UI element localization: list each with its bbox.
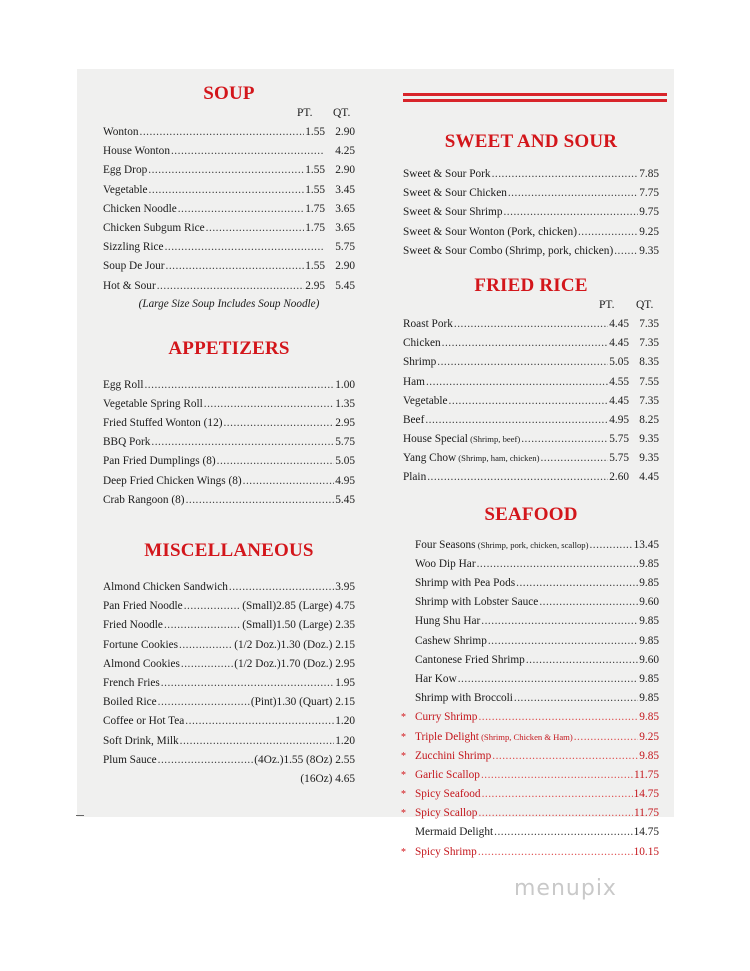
item-price: 11.75 xyxy=(634,807,659,820)
dot-leader xyxy=(158,693,250,712)
list-item xyxy=(415,632,659,651)
item-name: Sizzling Rice xyxy=(103,241,164,254)
item-name: Shrimp with Lobster Sauce xyxy=(415,596,539,609)
item-price-pint: 1.75 xyxy=(305,202,325,215)
list-item xyxy=(415,574,659,593)
item-name: Plain xyxy=(403,471,427,484)
item-price: 9.60 xyxy=(639,653,659,666)
item-name: Sweet & Sour Combo (Shrimp, pork, chicken) xyxy=(403,244,614,257)
item-name: Mermaid Delight xyxy=(415,826,494,839)
item-price: 9.25 xyxy=(639,730,659,743)
item-name: Chicken Subgum Rice xyxy=(103,221,205,234)
item-price-quart: 3.65 xyxy=(335,202,355,215)
dot-leader xyxy=(478,843,633,862)
dot-leader xyxy=(148,161,304,180)
fried-rice-pt-header: PT. xyxy=(599,298,615,311)
dot-leader xyxy=(478,804,633,823)
dot-leader xyxy=(140,123,305,142)
item-price: 1.20 xyxy=(335,734,355,747)
dot-leader xyxy=(458,670,638,689)
fried-rice-column-headers xyxy=(403,299,659,315)
dot-leader xyxy=(166,257,305,276)
dot-leader xyxy=(442,334,609,353)
item-name: Cashew Shrimp xyxy=(415,634,487,647)
list-item xyxy=(403,411,659,430)
dot-leader xyxy=(574,728,638,747)
dot-leader xyxy=(178,200,304,219)
list-item xyxy=(103,597,355,616)
item-name: Yang Chow xyxy=(403,452,457,465)
spicy-marker-icon: * xyxy=(401,808,406,820)
dot-leader xyxy=(171,142,324,161)
item-size-prices: (1/2 Doz.)1.70 (Doz.) xyxy=(234,657,336,670)
item-name: Almond Chicken Sandwich xyxy=(103,581,228,593)
item-price-quart: 4.45 xyxy=(639,471,659,484)
list-item xyxy=(403,223,659,242)
seafood-title: SEAFOOD xyxy=(484,503,578,525)
item-price: 9.85 xyxy=(639,692,659,705)
dot-leader xyxy=(427,468,608,487)
list-item xyxy=(103,376,355,395)
dot-leader xyxy=(614,242,638,261)
item-price: 9.85 xyxy=(639,615,659,628)
item-price: 9.85 xyxy=(639,634,659,647)
dot-leader xyxy=(478,708,638,727)
item-price: 11.75 xyxy=(634,768,659,781)
list-item xyxy=(401,708,659,727)
item-price-quart: 7.55 xyxy=(639,375,659,388)
item-name: Sweet & Sour Chicken xyxy=(403,187,507,200)
item-name: House Wonton xyxy=(103,145,170,158)
dot-leader xyxy=(144,376,334,395)
dot-leader xyxy=(243,472,335,491)
dot-leader xyxy=(481,766,633,785)
dot-leader xyxy=(180,732,335,751)
dot-leader xyxy=(229,578,334,597)
item-price-pint: 1.55 xyxy=(305,126,325,138)
spicy-marker-icon: * xyxy=(401,712,406,724)
list-item xyxy=(103,123,355,142)
list-item xyxy=(103,277,355,296)
item-name: Fried Stuffed Wonton (12) xyxy=(103,417,223,430)
item-name: Cantonese Fried Shrimp xyxy=(415,653,525,666)
list-item xyxy=(401,804,659,823)
dot-leader xyxy=(516,574,638,593)
list-item xyxy=(103,472,355,491)
list-item xyxy=(415,689,659,708)
item-name: Plum Sauce xyxy=(103,753,157,766)
item-size-prices: (4Oz.)1.55 (8Oz) xyxy=(254,753,336,766)
list-item xyxy=(401,747,659,766)
item-price-pint: 2.95 xyxy=(305,279,325,292)
sweet-and-sour-list xyxy=(403,165,659,261)
miscellaneous-title: MISCELLANEOUS xyxy=(144,540,314,561)
item-name: Zucchini Shrimp xyxy=(415,749,492,762)
item-name: Boiled Rice xyxy=(103,696,157,709)
list-item xyxy=(403,165,659,184)
item-price: 1.00 xyxy=(335,378,355,391)
dot-leader xyxy=(426,373,608,392)
item-price-quart: 2.90 xyxy=(335,126,355,138)
item-price: 2.95 xyxy=(335,657,355,670)
dot-leader xyxy=(204,395,334,414)
item-price-pint: 5.05 xyxy=(609,356,629,369)
dot-leader xyxy=(454,315,608,334)
item-name: Sweet & Sour Shrimp xyxy=(403,206,503,219)
miscellaneous-list xyxy=(103,578,355,770)
left-column xyxy=(103,69,355,789)
soup-title: SOUP xyxy=(203,83,255,104)
item-price-pint: 5.75 xyxy=(609,452,629,465)
dot-leader xyxy=(477,555,639,574)
item-price: 9.85 xyxy=(639,749,659,762)
dot-leader xyxy=(223,414,334,433)
dot-leader xyxy=(481,612,638,631)
fried-rice-title: FRIED RICE xyxy=(474,274,588,296)
plum-sauce-16oz-price: (16Oz) 4.65 xyxy=(300,772,355,785)
item-size-prices: (Small)2.85 (Large) xyxy=(242,600,336,613)
list-item xyxy=(103,414,355,433)
item-price: 13.45 xyxy=(633,538,659,551)
sweet-and-sour-title: SWEET AND SOUR xyxy=(444,131,618,152)
dot-leader xyxy=(578,223,638,242)
item-name: Egg Drop xyxy=(103,164,148,177)
item-price-quart: 2.90 xyxy=(335,164,355,177)
soup-list xyxy=(103,123,355,296)
item-price-quart: 5.45 xyxy=(335,279,355,292)
item-price-pint: 4.95 xyxy=(609,413,629,426)
item-price-pint: 4.55 xyxy=(609,375,629,388)
item-price-pint: 5.75 xyxy=(609,433,629,446)
item-name: Crab Rangoon (8) xyxy=(103,493,185,506)
seafood-list xyxy=(401,536,659,862)
list-item xyxy=(403,353,659,372)
item-price-pint: 1.55 xyxy=(305,260,325,273)
list-item xyxy=(103,219,355,238)
item-price: 9.85 xyxy=(639,557,659,570)
item-name: Four Seasons xyxy=(415,538,476,551)
item-name: Wonton xyxy=(103,126,139,138)
spicy-marker-icon: * xyxy=(401,769,406,781)
dot-leader xyxy=(540,449,608,468)
dot-leader xyxy=(449,392,609,411)
list-item xyxy=(103,693,355,712)
item-price: 2.55 xyxy=(335,753,355,766)
list-item xyxy=(103,181,355,200)
item-price-pint: 1.55 xyxy=(305,164,325,177)
item-name: BBQ Pork xyxy=(103,436,151,449)
dot-leader xyxy=(217,452,335,471)
item-name: Vegetable Spring Roll xyxy=(103,397,203,410)
dot-leader xyxy=(526,651,638,670)
item-price: 9.75 xyxy=(639,206,659,219)
list-item xyxy=(103,616,355,635)
list-item xyxy=(103,395,355,414)
list-item xyxy=(103,452,355,471)
dot-leader xyxy=(488,632,638,651)
item-name: Ham xyxy=(403,375,425,388)
list-item xyxy=(403,315,659,334)
item-price: 2.15 xyxy=(335,696,355,709)
dot-leader xyxy=(179,636,233,655)
list-item xyxy=(103,655,355,674)
item-price: 7.85 xyxy=(639,168,659,180)
item-name: Pan Fried Dumplings (8) xyxy=(103,455,216,468)
soup-pt-header: PT. xyxy=(297,107,313,119)
item-price: 3.95 xyxy=(335,581,355,593)
item-price-pint: 2.60 xyxy=(609,471,629,484)
appetizers-title: APPETIZERS xyxy=(168,337,290,359)
item-price: 14.75 xyxy=(633,788,659,801)
dot-leader xyxy=(206,219,305,238)
list-item xyxy=(401,766,659,785)
spicy-marker-icon: * xyxy=(401,846,406,858)
dot-leader xyxy=(539,593,638,612)
item-name: Har Kow xyxy=(415,672,457,685)
list-item xyxy=(403,184,659,203)
item-name: Fortune Cookies xyxy=(103,638,178,651)
item-name: Woo Dip Har xyxy=(415,557,476,570)
soup-column-headers xyxy=(103,107,355,123)
item-name: Spicy Shrimp xyxy=(415,845,477,858)
item-name: Vegetable xyxy=(403,394,448,407)
dot-leader xyxy=(494,823,632,842)
item-price: 2.35 xyxy=(335,619,355,632)
item-name: Spicy Seafood xyxy=(415,788,481,801)
item-name: Hot & Sour xyxy=(103,279,156,292)
list-item xyxy=(415,823,659,842)
item-price-quart: 7.35 xyxy=(639,317,659,330)
item-price: 14.75 xyxy=(633,826,659,839)
list-item xyxy=(103,732,355,751)
item-name: Shrimp with Pea Pods xyxy=(415,577,516,589)
item-price: 9.25 xyxy=(639,225,659,238)
item-name: Almond Cookies xyxy=(103,657,180,670)
list-item xyxy=(103,636,355,655)
list-item xyxy=(103,674,355,693)
item-price-pint: 4.45 xyxy=(609,317,629,330)
item-name: French Fries xyxy=(103,676,160,689)
fried-rice-qt-header: QT. xyxy=(636,298,654,311)
soup-note: (Large Size Soup Includes Soup Noodle) xyxy=(138,297,320,310)
list-item xyxy=(415,555,659,574)
item-detail: (Shrimp, Chicken & Ham) xyxy=(478,731,573,742)
list-item xyxy=(415,670,659,689)
list-item xyxy=(403,392,659,411)
item-price-quart: 5.75 xyxy=(335,241,355,254)
dot-leader xyxy=(508,184,638,203)
item-price: 2.95 xyxy=(335,417,355,430)
item-price: 5.05 xyxy=(335,455,355,468)
dot-leader xyxy=(492,747,638,766)
item-name: Soft Drink, Milk xyxy=(103,734,179,747)
list-item xyxy=(403,203,659,222)
item-price-quart: 9.35 xyxy=(639,433,659,446)
item-name: Beef xyxy=(403,413,425,426)
item-name: Chicken Noodle xyxy=(103,202,177,215)
dot-leader xyxy=(482,785,633,804)
dot-leader xyxy=(151,433,334,452)
list-item xyxy=(103,578,355,597)
list-item xyxy=(103,200,355,219)
item-name: Triple Delight xyxy=(415,730,479,743)
dot-leader xyxy=(161,674,334,693)
list-item xyxy=(401,728,659,747)
item-price-quart: 2.90 xyxy=(335,260,355,273)
item-name: Coffee or Hot Tea xyxy=(103,715,185,728)
dot-leader xyxy=(437,353,608,372)
item-price: 1.95 xyxy=(335,676,355,689)
item-price-quart: 8.25 xyxy=(639,413,659,426)
fried-rice-list xyxy=(403,315,659,488)
list-item xyxy=(103,257,355,276)
page-mark xyxy=(76,815,84,816)
item-name: Fried Noodle xyxy=(103,619,163,632)
item-name: Curry Shrimp xyxy=(415,711,478,724)
list-item xyxy=(403,449,659,468)
dot-leader xyxy=(184,597,242,616)
item-price-quart: 9.35 xyxy=(639,452,659,465)
item-price: 4.95 xyxy=(335,474,355,487)
list-item xyxy=(103,238,355,257)
item-price: 5.75 xyxy=(335,436,355,449)
item-price-quart: 8.35 xyxy=(639,356,659,369)
list-item xyxy=(401,785,659,804)
soup-qt-header: QT. xyxy=(333,107,351,119)
list-item xyxy=(103,142,355,161)
item-price: 9.35 xyxy=(639,244,659,257)
item-price-quart: 3.45 xyxy=(335,183,355,196)
item-size-prices: (1/2 Doz.)1.30 (Doz.) xyxy=(234,638,336,651)
list-item xyxy=(401,843,659,862)
item-name: Hung Shu Har xyxy=(415,615,481,628)
item-name: Chicken xyxy=(403,337,441,350)
item-price: 2.15 xyxy=(335,638,355,651)
item-detail: (Shrimp, pork, chicken, scallop) xyxy=(475,539,589,550)
list-item xyxy=(415,651,659,670)
item-price: 9.85 xyxy=(639,711,659,724)
dot-leader xyxy=(157,277,304,296)
dot-leader xyxy=(181,655,233,674)
dot-leader xyxy=(165,238,324,257)
list-item xyxy=(403,373,659,392)
item-price-quart: 7.35 xyxy=(639,394,659,407)
item-price: 9.85 xyxy=(639,577,659,589)
dot-leader xyxy=(521,430,608,449)
item-price-pint: 1.55 xyxy=(305,183,325,196)
menupix-watermark: menupix xyxy=(514,876,617,901)
menu-page xyxy=(77,69,674,858)
spicy-marker-icon: * xyxy=(401,731,406,743)
item-name: House Special xyxy=(403,433,468,446)
list-item xyxy=(103,491,355,510)
list-item xyxy=(103,770,355,789)
list-item xyxy=(103,712,355,731)
item-size-prices: (Pint)1.30 (Quart) xyxy=(250,696,336,709)
item-name: Deep Fried Chicken Wings (8) xyxy=(103,474,242,487)
list-item xyxy=(415,536,659,555)
item-price-quart: 4.25 xyxy=(335,145,355,158)
dot-leader xyxy=(164,616,241,635)
item-detail: (Shrimp, ham, chicken) xyxy=(456,453,540,464)
appetizers-list xyxy=(103,376,355,510)
spicy-marker-icon: * xyxy=(401,789,406,801)
list-item xyxy=(415,593,659,612)
dot-leader xyxy=(503,203,638,222)
list-item xyxy=(403,334,659,353)
list-item xyxy=(103,433,355,452)
list-item xyxy=(403,468,659,487)
item-price-pint: 4.45 xyxy=(609,337,629,350)
dot-leader xyxy=(158,751,254,770)
item-price: 4.75 xyxy=(335,600,355,613)
item-name: Soup De Jour xyxy=(103,260,165,273)
spicy-marker-icon: * xyxy=(401,750,406,762)
dot-leader xyxy=(492,165,639,184)
item-price: 5.45 xyxy=(335,493,355,506)
item-price: 9.60 xyxy=(639,596,659,609)
item-detail: (Shrimp, beef) xyxy=(467,434,521,445)
item-name: Egg Roll xyxy=(103,378,144,391)
list-item xyxy=(403,430,659,449)
item-price: 7.75 xyxy=(639,187,659,200)
item-name: Sweet & Sour Wonton (Pork, chicken) xyxy=(403,225,577,238)
list-item xyxy=(103,161,355,180)
item-name: Garlic Scallop xyxy=(415,768,480,781)
list-item xyxy=(403,242,659,261)
item-price: 9.85 xyxy=(639,672,659,685)
right-column xyxy=(403,69,659,862)
item-size-prices: (Small)1.50 (Large) xyxy=(242,619,336,632)
item-name: Vegetable xyxy=(103,183,148,196)
item-name: Spicy Scallop xyxy=(415,807,478,820)
dot-leader xyxy=(425,411,608,430)
dot-leader xyxy=(186,491,335,510)
item-price: 1.20 xyxy=(335,715,355,728)
item-name: Shrimp with Broccoli xyxy=(415,692,513,705)
item-price-quart: 3.65 xyxy=(335,221,355,234)
item-price-quart: 7.35 xyxy=(639,337,659,350)
dot-leader xyxy=(185,712,334,731)
item-name: Shrimp xyxy=(403,356,437,369)
dot-leader xyxy=(589,536,632,555)
item-price: 1.35 xyxy=(335,397,355,410)
list-item xyxy=(103,751,355,770)
item-price: 10.15 xyxy=(633,845,659,858)
item-price-pint: 4.45 xyxy=(609,394,629,407)
dot-leader xyxy=(149,181,305,200)
dot-leader xyxy=(514,689,638,708)
item-name: Sweet & Sour Pork xyxy=(403,168,491,180)
item-name: Roast Pork xyxy=(403,317,453,330)
item-name: Pan Fried Noodle xyxy=(103,600,183,613)
list-item xyxy=(415,612,659,631)
item-price-pint: 1.75 xyxy=(305,221,325,234)
